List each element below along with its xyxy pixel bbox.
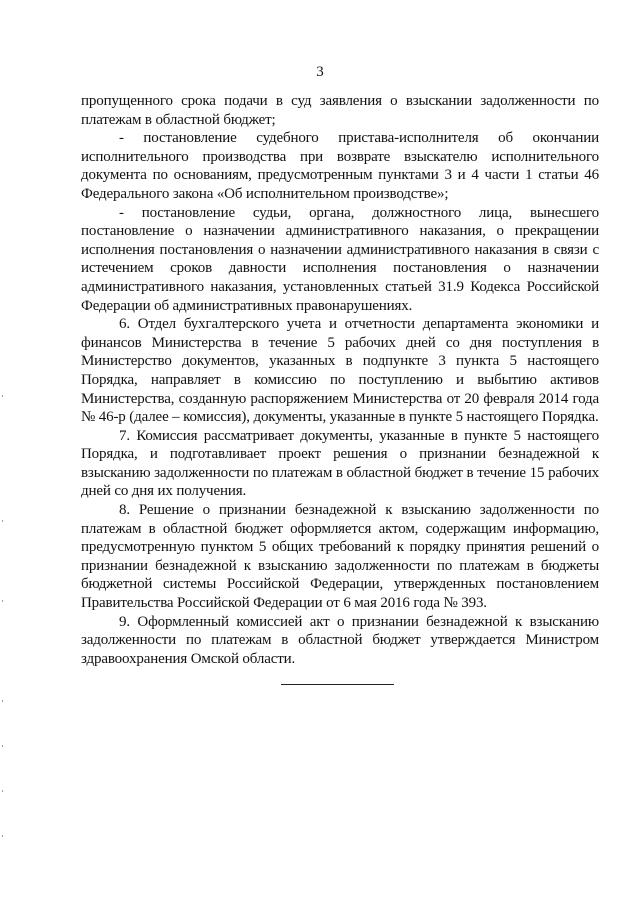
paragraph-judge-resolution: - постановление судьи, органа, должностного лица, вынесшего постановление о назначении административного наказания, о прекращении исполнения постановления о назначении административного наказания в связи с истечением сроков давности исполнения постановления о назначении административного наказания, установленных статьей 31.9 Кодекса Российской Федерации об административных правонарушениях. <box>81 204 599 314</box>
paragraph-bailiff-resolution: - постановление судебного пристава-исполнителя об окончании исполнительного производства при возврате взыскателю исполнительного документа по основаниям, предусмотренным пунктами 3 и 4 части 1 статьи 46 Федерального закона «Об исполнительном производстве»; <box>81 130 599 202</box>
paragraph-item-7: 7. Комиссия рассматривает документы, указанные в пункте 5 настоящего Порядка, и подготавливает проект решения о признании безнадежной к взысканию задолженности по платежам в областной бюджет в течение 15 рабочих дней со дня их получения. <box>81 427 599 500</box>
page-number: 3 <box>316 64 324 80</box>
paragraph-continuation: пропущенного срока подачи в суд заявления о взыскании задолженности по платежам в областной бюджет; <box>81 93 599 128</box>
paragraph-item-9: 9. Оформленный комиссией акт о признании безнадежной к взысканию задолженности по платежам в областной бюджет утверждается Министром здравоохранения Омской области. <box>81 613 599 667</box>
end-separator-line <box>281 684 394 685</box>
paragraph-item-6: 6. Отдел бухгалтерского учета и отчетности департамента экономики и финансов Министерства в течение 5 рабочих дней со дня поступления в Министерство документов, указанных в подпункте 3 пункта 5 настоящего Порядка, направляет в комиссию по поступлению и выбытию активов Министерства, созданную распоряжением Министерства от 20 февраля 2014 года № 46-р (далее – комиссия), документы, указанные в пункте 5 настоящего Порядка. <box>81 316 599 426</box>
document-body <box>81 92 599 668</box>
paragraph-item-8: 8. Решение о признании безнадежной к взысканию задолженности по платежам в областной бюджет оформляется актом, содержащим информацию, предусмотренную пунктом 5 общих требований к порядку принятия решений о признании безнадежной к взысканию задолженности по платежам в бюджеты бюджетной системы Российской Федерации, утвержденных постановлением Правительства Российской Федерации от 6 мая 2016 года № 393. <box>81 502 599 612</box>
scan-edge-marks <box>2 0 4 905</box>
